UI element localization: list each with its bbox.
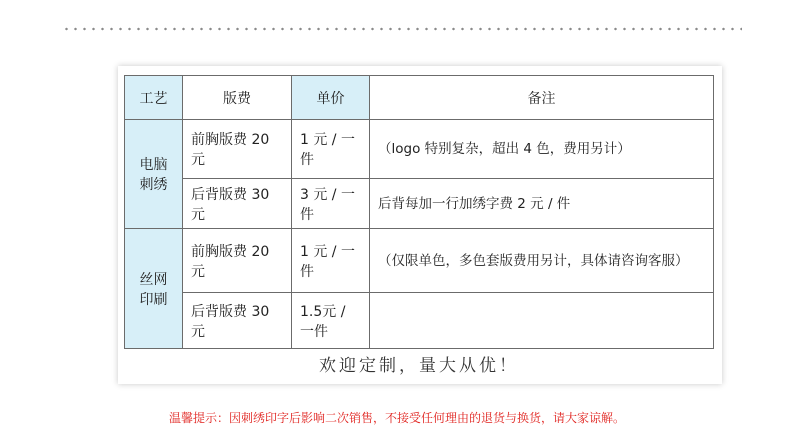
table-row xyxy=(125,293,714,349)
remark-cell: （logo 特别复杂，超出 4 色，费用另计） xyxy=(370,120,714,179)
price-table xyxy=(124,75,714,349)
table-header-row xyxy=(125,76,714,120)
plate-fee-cell: 前胸版费 20 元 xyxy=(183,120,292,179)
warm-tip: 温馨提示：因刺绣印字后影响二次销售，不接受任何理由的退货与换货，请大家谅解。 xyxy=(168,411,625,425)
unit-price-cell: 1.5元 / 一件 xyxy=(292,293,370,349)
header-plate-fee: 版费 xyxy=(183,76,292,120)
plate-fee-cell: 后背版费 30 元 xyxy=(183,293,292,349)
dotted-divider xyxy=(62,27,742,31)
table-row xyxy=(125,229,714,293)
craft-screen-printing: 丝网印刷 xyxy=(125,229,183,349)
remark-cell: 后背每加一行加绣字费 2 元 / 件 xyxy=(370,179,714,229)
remark-cell: （仅限单色，多色套版费用另计，具体请咨询客服） xyxy=(370,229,714,293)
custom-order-slogan: 欢迎定制，量大从优！ xyxy=(319,356,519,376)
header-remark: 备注 xyxy=(370,76,714,120)
header-craft: 工艺 xyxy=(125,76,183,120)
plate-fee-cell: 后背版费 30 元 xyxy=(183,179,292,229)
table-row xyxy=(125,179,714,229)
plate-fee-cell: 前胸版费 20 元 xyxy=(183,229,292,293)
unit-price-cell: 1 元 / 一件 xyxy=(292,229,370,293)
unit-price-cell: 3 元 / 一件 xyxy=(292,179,370,229)
header-unit-price: 单价 xyxy=(292,76,370,120)
remark-cell xyxy=(370,293,714,349)
table-row xyxy=(125,120,714,179)
unit-price-cell: 1 元 / 一件 xyxy=(292,120,370,179)
craft-embroidery: 电脑刺绣 xyxy=(125,120,183,229)
